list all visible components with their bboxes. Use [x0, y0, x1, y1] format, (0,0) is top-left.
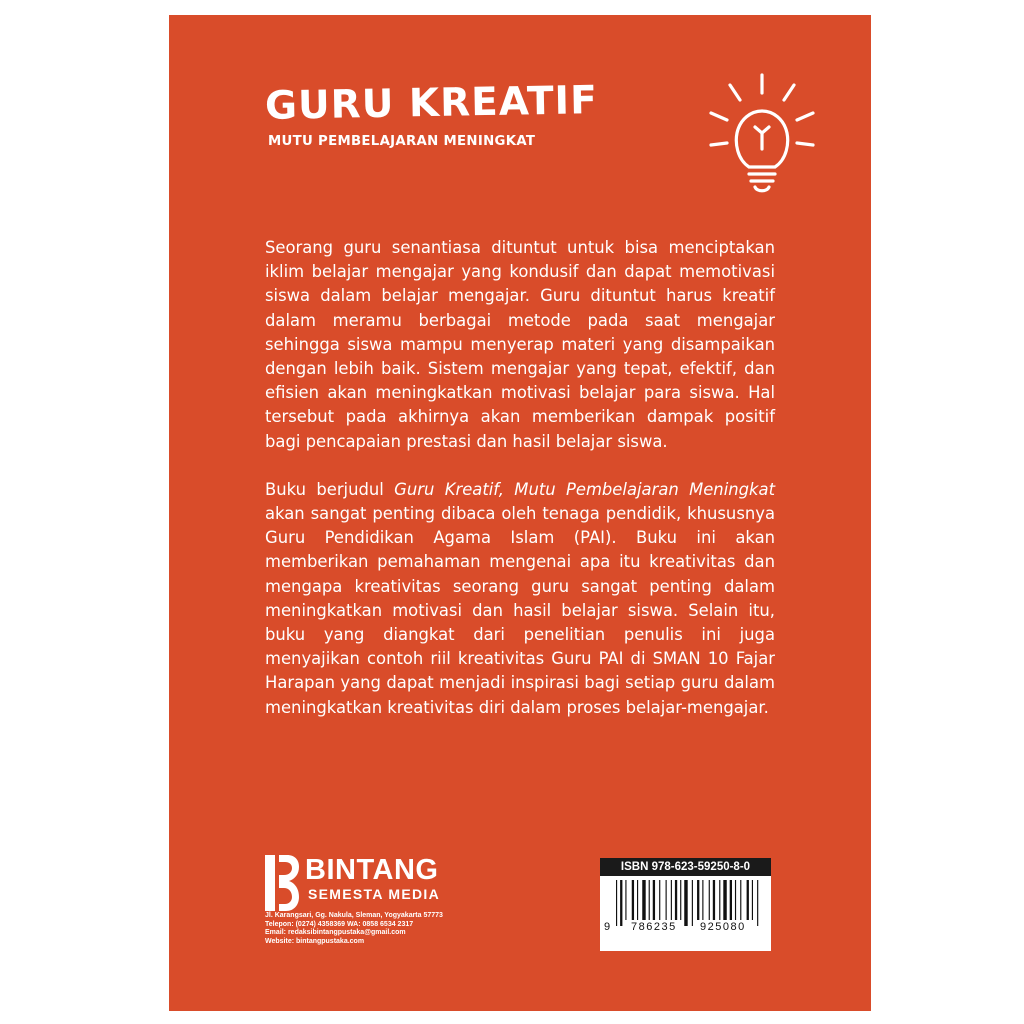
book-subtitle: MUTU PEMBELAJARAN MENINGKAT [268, 134, 536, 149]
book-blurb [265, 236, 775, 720]
publisher-contact [265, 912, 443, 946]
barcode-bar [713, 880, 715, 920]
barcode-bar [735, 880, 736, 920]
barcode-bar [757, 880, 758, 926]
barcode-bar [684, 880, 687, 926]
book-back-cover [169, 15, 871, 1011]
publisher-logo-icon [265, 855, 299, 911]
barcode-bar [719, 880, 720, 920]
barcode-bar [675, 880, 677, 920]
blurb-paragraph-1: Seorang guru senantiasa dituntut untuk bisa menciptakan iklim belajar mengajar yang kondusif dan dapat memotivasi siswa dalam belajar mengajar. Guru dituntut harus kreatif dalam meramu berbagai metode pada saat mengajar sehingga siswa mampu menyerap materi yang disampaikan dengan lebih baik. Sistem mengajar yang tepat, efektif, dan efisien akan meningkatkan motivasi belajar para siswa. Hal tersebut pada akhirnya akan memberikan dampak positif bagi pencapaian prestasi dan hasil belajar siswa. [265, 238, 775, 451]
barcode-bar [653, 880, 655, 920]
barcode-bar [620, 880, 622, 926]
isbn-barcode-block [600, 858, 771, 951]
barcode-bar [697, 880, 699, 920]
barcode-lead-digit: 9 [604, 921, 611, 933]
publisher-address: Jl. Karangsari, Gg. Nakula, Sleman, Yogyakarta 57773 [265, 912, 443, 919]
isbn-label: ISBN 978-623-59250-8-0 [600, 858, 771, 876]
barcode-bar [692, 880, 693, 926]
barcode-bar [730, 880, 732, 920]
barcode-bar [680, 880, 681, 920]
blurb-paragraph-2 [265, 478, 775, 720]
blurb-paragraph-2-rest: akan sangat penting dibaca oleh tenaga pendidik, khususnya Guru Pendidikan Agama Islam (PAI). Buku ini akan memberikan pemahaman mengenai apa itu kreativitas dan mengapa kreativitas seorang guru sangat penting dalam meningkatkan motivasi dan hasil belajar siswa. Selain itu, buku yang diangkat dari penelitian penulis ini juga menyajikan contoh riil kreativitas Guru PAI di SMAN 10 Fajar Harapan yang dapat menjadi inspirasi bagi setiap guru dalam meningkatkan kreativitas diri dalam proses belajar-mengajar. [265, 504, 775, 717]
barcode-bar [659, 880, 660, 920]
barcode-bar [723, 880, 726, 920]
blurb-paragraph-2-lead: Buku berjudul [265, 479, 395, 499]
book-title: GURU KREATIF [264, 78, 599, 129]
barcode-bar [752, 880, 753, 920]
publisher-name: BINTANG [305, 854, 439, 886]
barcode-bar [616, 880, 617, 926]
barcode-bar [740, 880, 741, 920]
barcode-bar [642, 880, 645, 920]
barcode-bar [702, 880, 703, 920]
barcode-bar [666, 880, 667, 920]
barcode-bar [671, 880, 672, 920]
blurb-book-title: Guru Kreatif, Mutu Pembelajaran Meningkat [394, 479, 776, 499]
publisher-website: Website: bintangpustaka.com [265, 937, 365, 945]
barcode-bar [649, 880, 650, 920]
barcode-bar [632, 880, 634, 920]
publisher-phone: Telepon: (0274) 4358369 WA: 0858 6534 2317 [265, 920, 414, 928]
publisher-subname: SEMESTA MEDIA [308, 886, 441, 902]
barcode-bar [625, 880, 626, 920]
publisher-email: Email: redaksibintangpustaka@gmail.com [265, 929, 406, 937]
barcode-left-digits: 786235 [631, 921, 677, 933]
barcode-bar [747, 880, 749, 920]
barcode-bar [637, 880, 638, 920]
barcode-bar [709, 880, 710, 920]
lightbulb-icon [707, 71, 817, 195]
barcode-right-digits: 925080 [700, 921, 746, 933]
